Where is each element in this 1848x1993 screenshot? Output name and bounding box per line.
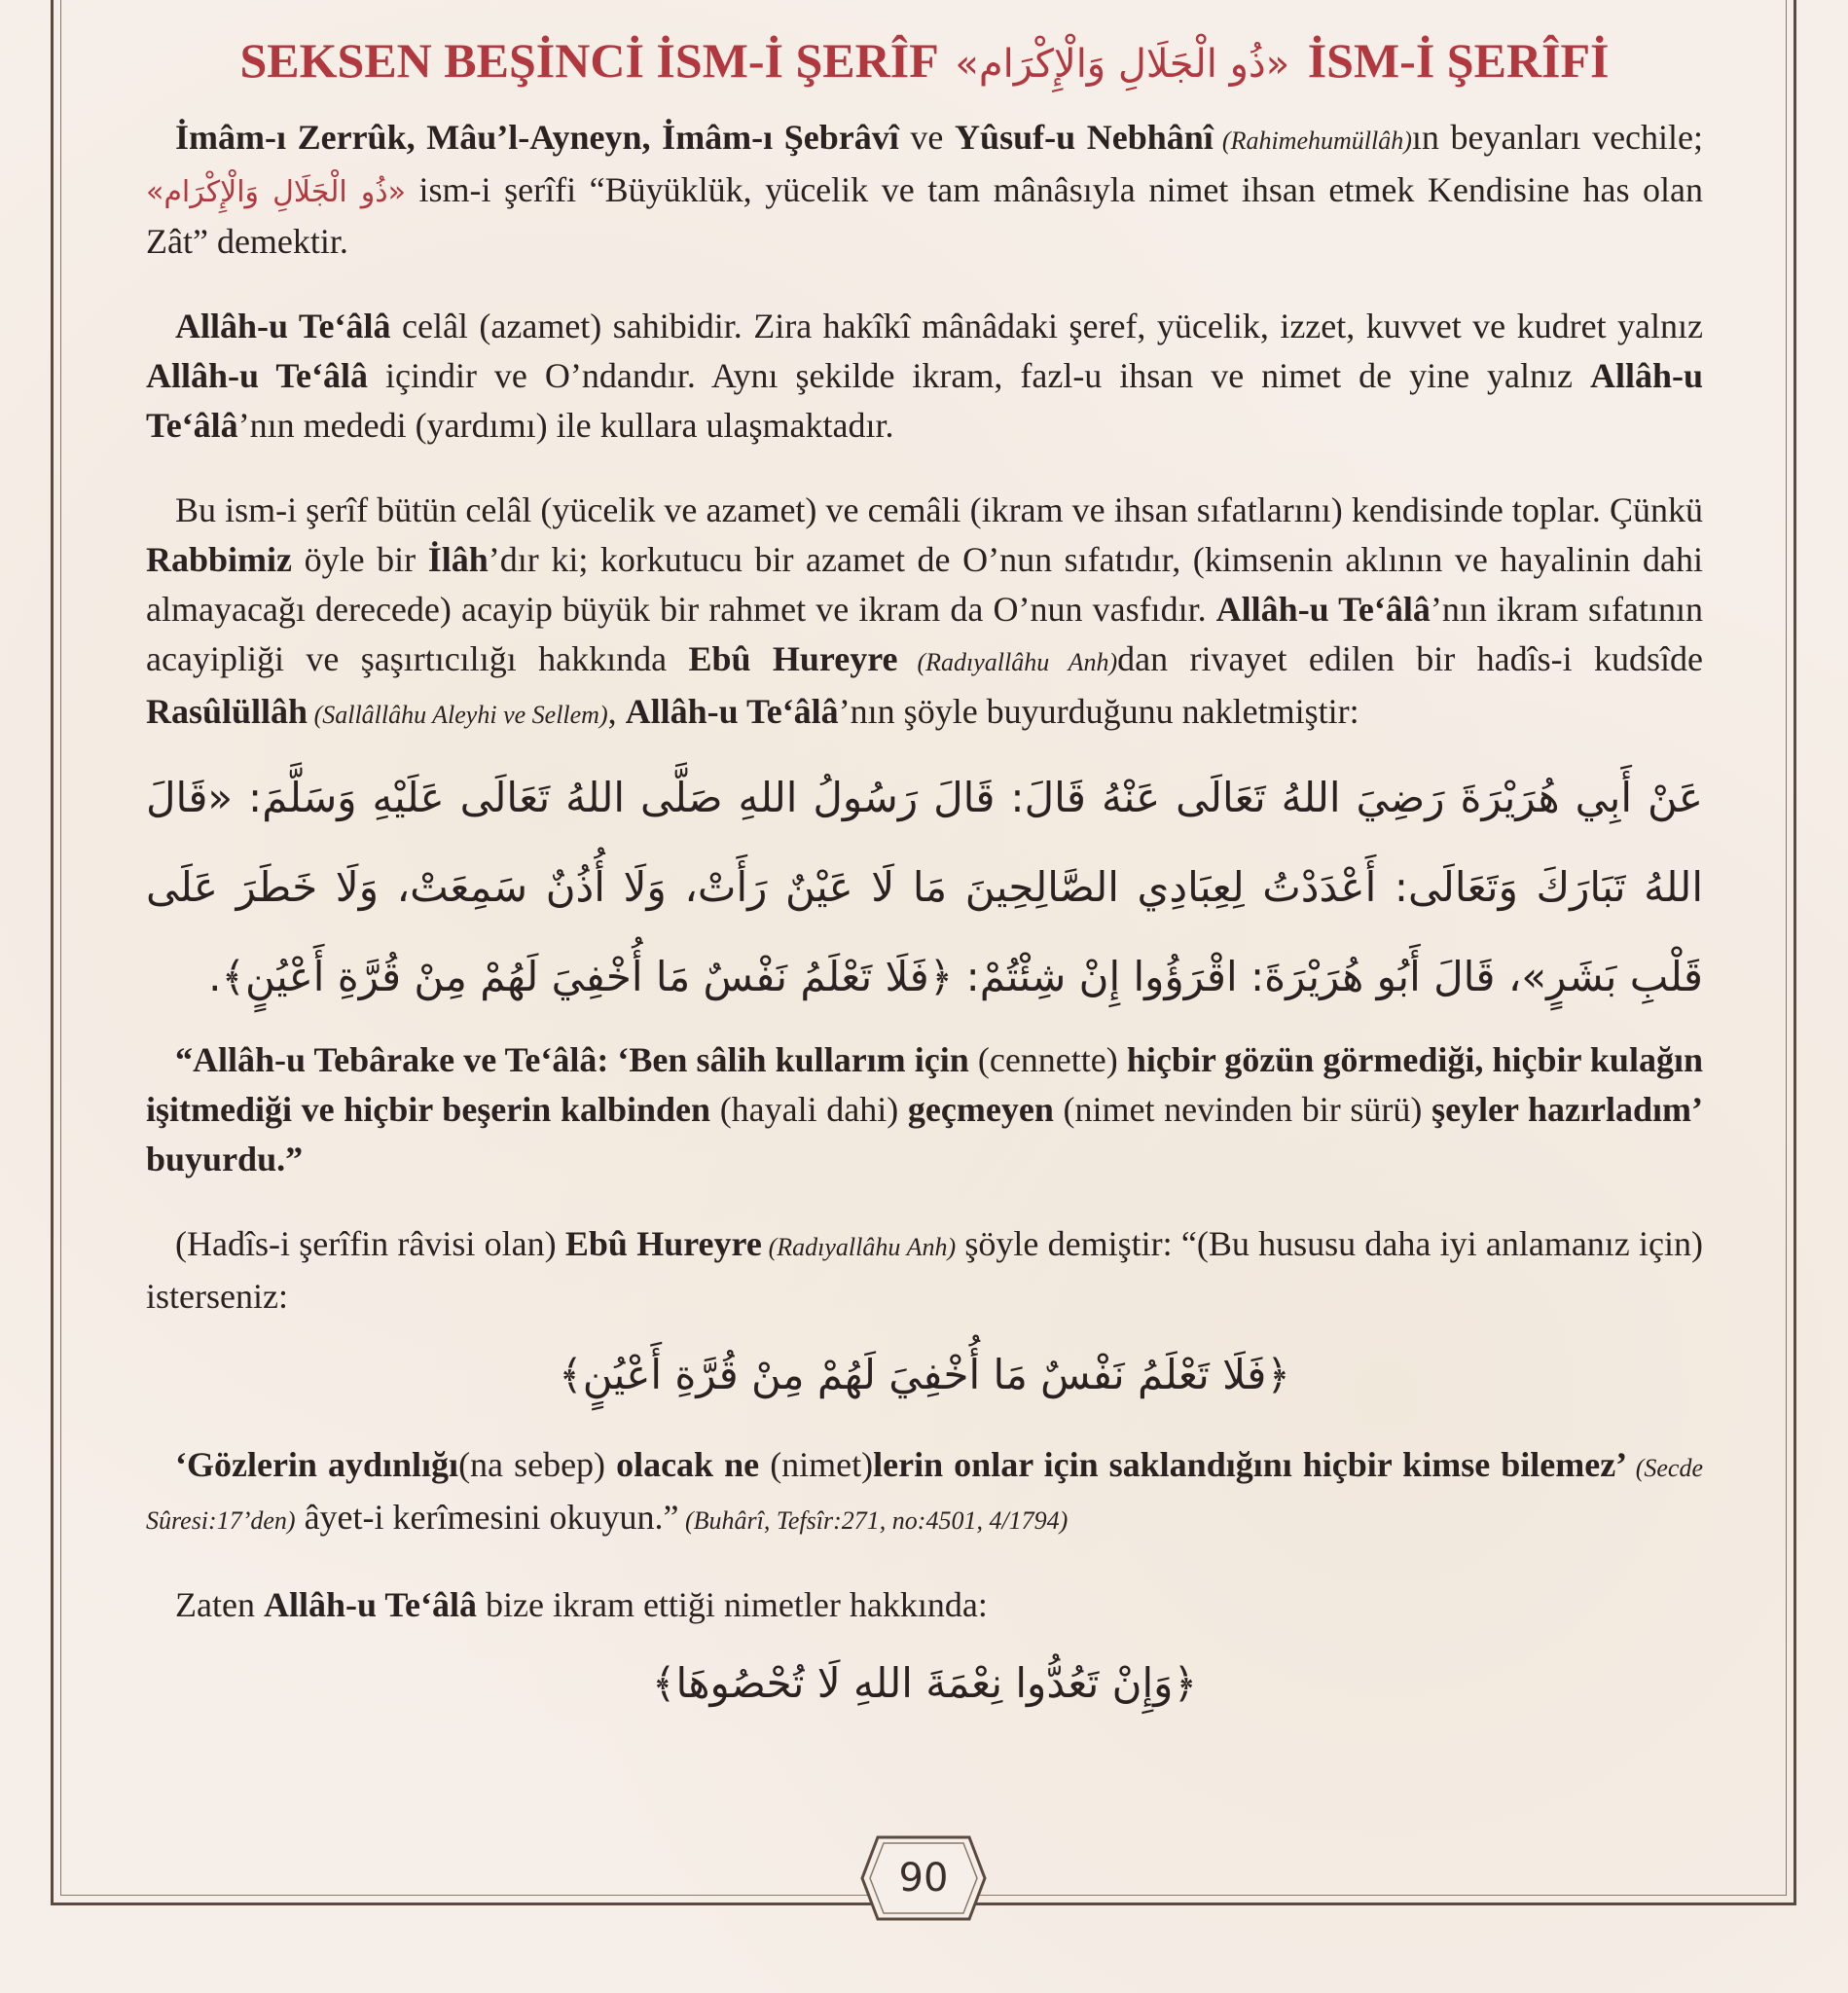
- paragraph-6: [146, 1440, 1703, 1545]
- p3-bold-1: Rabbimiz: [146, 540, 293, 579]
- p2-text-2: içindir ve O’ndandır. Aynı şekilde ikram, fazl-u ihsan ve nimet de yine yalnız: [368, 356, 1590, 395]
- p3-text-3: ’dır ki; korkutucu bir azamet de O’nun sıfatıdır, (kimsenin aklının ve hayalinin dahi almayacağı derecede) acayip büyük bir rahmet ve ikram da O’nun vasfıdır.: [146, 540, 1703, 629]
- p3-text-6: ,: [607, 692, 626, 731]
- p4-text-1: (cennette): [968, 1040, 1127, 1079]
- title-arabic: «ذُو الْجَلَالِ وَالْإِكْرَام»: [955, 42, 1290, 87]
- p6-text-2: (nimet): [759, 1445, 874, 1484]
- p3-text-5: dan rivayet edilen bir hadîs-i kudsîde: [1117, 639, 1704, 678]
- p1-arabic-name: «ذُو الْجَلَالِ وَالْإِكْرَام»: [146, 175, 406, 209]
- p4-bold-1: “Allâh-u Tebârake ve Te‘âlâ: ‘Ben sâlih kullarım için: [175, 1040, 969, 1079]
- p3-text-2: öyle bir: [292, 540, 428, 579]
- p3-bold-5: Rasûlüllâh: [146, 692, 308, 731]
- p4-bold-2: hiçbir gözün görmediği, hiçbir kulağın işitmediği ve hiçbir beşerin kalbinden: [146, 1040, 1703, 1129]
- p6-bold-3: lerin onlar için saklandığını hiçbir kimse bilemez’: [873, 1445, 1628, 1484]
- p4-bold-3: geçmeyen: [907, 1090, 1054, 1129]
- p3-italic-1: (Radıyallâhu Anh): [897, 648, 1118, 676]
- p1-text-1: ve: [898, 118, 956, 157]
- p5-text-1: (Hadîs-i şerîfin râvisi olan): [175, 1224, 565, 1263]
- p4-text-3: (nimet nevinden bir sürü): [1053, 1090, 1432, 1129]
- p1-bold-1: İmâm-ı Zerrûk, Mâu’l-Ayneyn, İmâm-ı Şebrâvî: [175, 118, 899, 157]
- p1-text-3: ism-i şerîfi “Büyüklük, yücelik ve tam mânâsıyla nimet ihsan etmek Kendisine has olan Zât” demektir.: [146, 170, 1703, 261]
- paragraph-4: [146, 1035, 1703, 1184]
- p3-text-1: Bu ism-i şerîf bütün celâl (yücelik ve azamet) ve cemâli (ikram ve ihsan sıfatlarını) kendisinde toplar. Çünkü: [175, 490, 1703, 529]
- hadith-arabic-text: عَنْ أَبِي هُرَيْرَةَ رَضِيَ اللهُ تَعَالَى عَنْهُ قَالَ: قَالَ رَسُولُ اللهِ صَلَّى اللهُ تَعَالَى عَلَيْهِ وَسَلَّمَ: «قَالَ اللهُ تَبَارَكَ وَتَعَالَى: أَعْدَدْتُ لِعِبَادِي الصَّالِحِينَ مَا لَا عَيْنٌ رَأَتْ، وَلَا أُذُنٌ سَمِعَتْ، وَلَا خَطَرَ عَلَى قَلْبِ بَشَرٍ»، قَالَ أَبُو هُرَيْرَةَ: اقْرَؤُوا إِنْ شِئْتُمْ: ﴿فَلَا تَعْلَمُ نَفْسٌ مَا أُخْفِيَ لَهُمْ مِنْ قُرَّةِ أَعْيُنٍ﴾.: [146, 774, 1703, 1000]
- p2-bold-1: Allâh-u Te‘âlâ: [175, 307, 391, 345]
- paragraph-7: [146, 1580, 1703, 1630]
- p5-text-2: şöyle demiştir: “(Bu hususu daha iyi anlamanız için) isterseniz:: [146, 1224, 1703, 1316]
- ayah-2: ﴿وَإِنْ تَعُدُّوا نِعْمَةَ اللهِ لَا تُحْصُوهَا﴾: [651, 1659, 1198, 1707]
- p3-text-7: ’nın şöyle buyurduğunu nakletmiştir:: [838, 692, 1359, 731]
- p6-bold-1: ‘Gözlerin aydınlığı: [175, 1445, 459, 1484]
- p5-bold-1: Ebû Hureyre: [564, 1224, 762, 1263]
- ayah-1: ﴿فَلَا تَعْلَمُ نَفْسٌ مَا أُخْفِيَ لَهُمْ مِنْ قُرَّةِ أَعْيُنٍ﴾: [559, 1351, 1290, 1398]
- p4-text-2: (hayali dahi): [710, 1090, 908, 1129]
- p2-text-1: celâl (azamet) sahibidir. Zira hakîkî mânâdaki şeref, yücelik, izzet, kuvvet ve kudret yalnız: [390, 307, 1703, 345]
- p3-bold-4: Ebû Hureyre: [688, 639, 898, 678]
- page-number-badge: [856, 1831, 991, 1925]
- p4-bold-4: şeyler hazırladım’ buyurdu.”: [146, 1090, 1703, 1178]
- p1-text-2: ın beyanları vechile;: [1411, 118, 1704, 157]
- p6-text-3: âyet-i kerîmesini okuyun.”: [295, 1498, 679, 1537]
- p3-text-4: ’nın ikram sıfatının acayipliği ve şaşırtıcılığı hakkında: [146, 590, 1703, 678]
- title-part2: İSM-İ ŞERÎFİ: [1307, 33, 1610, 88]
- p2-bold-3: Allâh-u Te‘âlâ: [146, 356, 1703, 445]
- page-content: [146, 29, 1703, 1749]
- page-number: 90: [898, 1856, 949, 1901]
- page-title: [146, 29, 1703, 95]
- p6-bold-2: olacak ne: [616, 1445, 760, 1484]
- p2-text-3: ’nın mededi (yardımı) ile kullara ulaşmaktadır.: [237, 406, 894, 445]
- p5-italic-1: (Radıyallâhu Anh): [761, 1233, 957, 1261]
- p7-bold-1: Allâh-u Te‘âlâ: [263, 1585, 478, 1624]
- p3-bold-3: Allâh-u Te‘âlâ: [1215, 590, 1431, 629]
- p1-bold-2: Yûsuf-u Nebhânî: [955, 118, 1214, 157]
- p6-text-1: (na sebep): [458, 1445, 617, 1484]
- p3-bold-2: İlâh: [427, 540, 489, 579]
- p3-italic-2: (Sallâllâhu Aleyhi ve Sellem): [308, 701, 608, 729]
- p1-italic-1: (Rahimehumüllâh): [1213, 127, 1412, 155]
- paragraph-2: [146, 302, 1703, 451]
- p2-bold-2: Allâh-u Te‘âlâ: [146, 356, 369, 395]
- p7-text-2: bize ikram ettiği nimetler hakkında:: [477, 1585, 988, 1624]
- paragraph-5: [146, 1219, 1703, 1322]
- paragraph-1: [146, 113, 1703, 267]
- p3-bold-6: Allâh-u Te‘âlâ: [625, 692, 839, 731]
- paragraph-3: [146, 486, 1703, 740]
- p6-italic-2: (Buhârî, Tefsîr:271, no:4501, 4/1794): [678, 1506, 1069, 1535]
- p6-italic-1: (Secde Sûresi:17’den): [146, 1454, 1703, 1535]
- p7-text-1: Zaten: [175, 1585, 264, 1624]
- title-part1: SEKSEN BEŞİNCİ İSM-İ ŞERÎF: [239, 33, 937, 88]
